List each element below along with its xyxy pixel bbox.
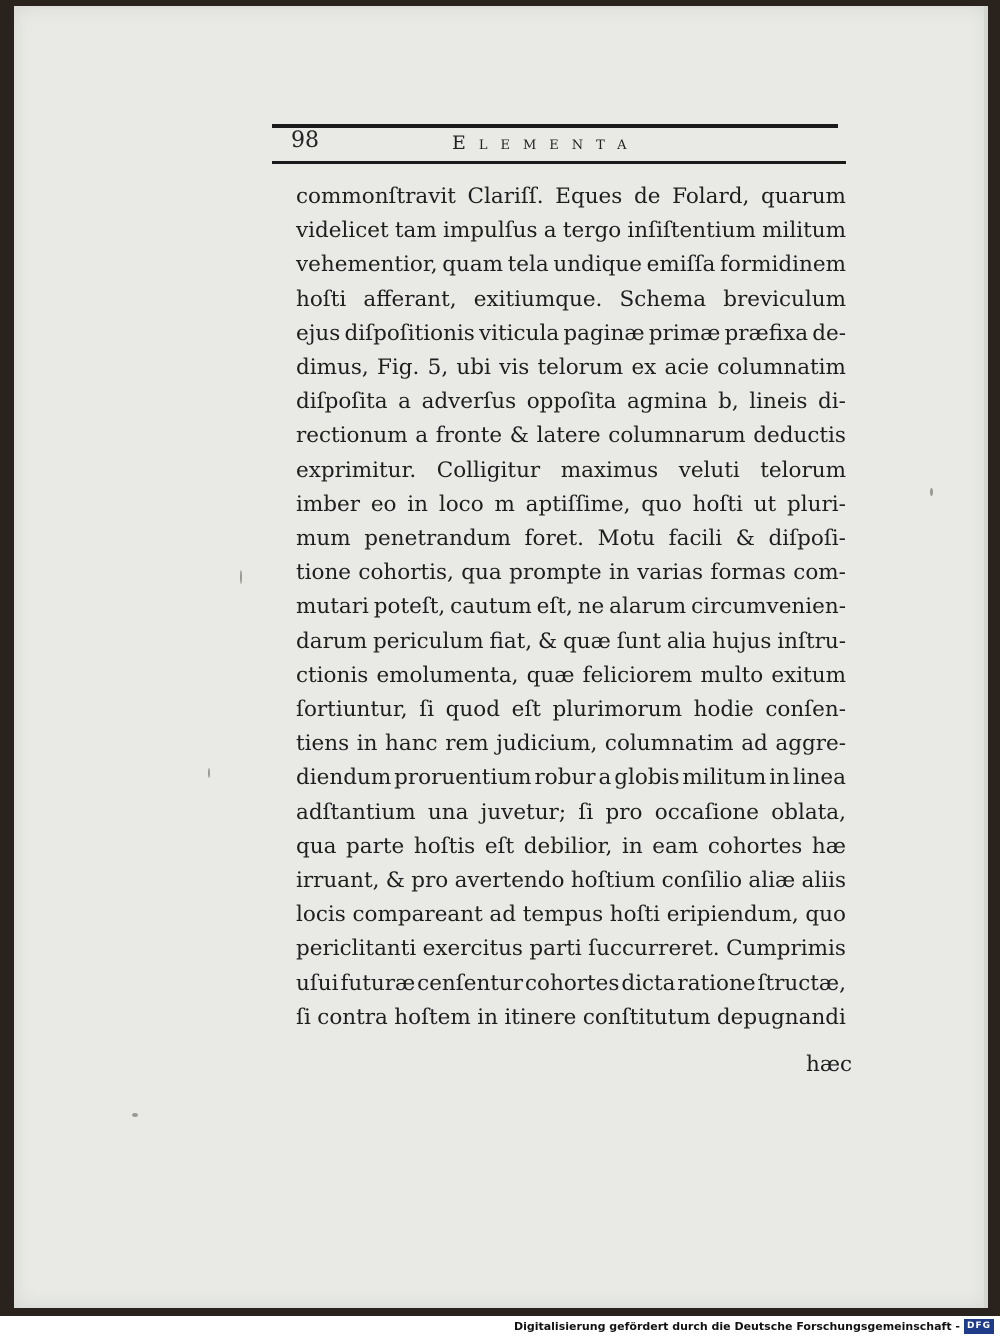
word: Clariſſ. xyxy=(467,184,544,209)
word: ad xyxy=(741,731,768,757)
text-line xyxy=(296,629,846,654)
word: & xyxy=(538,628,558,654)
word: ſunt xyxy=(616,628,662,654)
word: columnatim xyxy=(717,355,846,380)
text-line xyxy=(296,868,846,893)
word: alia xyxy=(666,628,707,654)
word: hoſti xyxy=(692,491,743,517)
word: oblata, xyxy=(771,799,846,825)
word: prompte xyxy=(509,560,602,586)
text-line xyxy=(296,184,846,209)
word: feliciorem xyxy=(582,662,693,688)
header-rule-bottom xyxy=(272,161,846,164)
word: exitiumque. xyxy=(473,286,603,312)
text-line xyxy=(296,526,846,551)
word: compareant xyxy=(352,902,483,928)
word: ſi xyxy=(578,799,594,825)
word: eſt, xyxy=(536,594,573,620)
word: quam xyxy=(442,252,504,278)
text-line xyxy=(296,218,846,243)
paper-speck xyxy=(240,570,242,584)
page-number: 98 xyxy=(291,128,319,153)
text-line xyxy=(296,800,846,825)
text-line xyxy=(296,389,846,414)
word: diſpoſitionis xyxy=(344,320,475,346)
word: viticula xyxy=(479,320,560,346)
word: dimus, xyxy=(296,355,369,380)
word: impulſus xyxy=(442,218,538,244)
word: a xyxy=(415,423,429,449)
word: eſt xyxy=(484,833,515,859)
word: hæ xyxy=(811,833,846,859)
word: diſpoſita xyxy=(296,389,388,415)
word: columnatim xyxy=(604,731,734,757)
word: loco xyxy=(438,491,484,517)
word: Colligitur xyxy=(436,457,541,483)
word: circumvenien- xyxy=(691,594,846,620)
word: quæ xyxy=(526,662,575,688)
word: latere xyxy=(536,423,601,449)
word: globis xyxy=(614,765,680,791)
word: locis xyxy=(296,902,346,928)
word: præfixa xyxy=(724,320,809,346)
word: Eques xyxy=(555,184,623,209)
word: diſpoſi- xyxy=(768,526,846,551)
word: ex xyxy=(631,355,657,380)
word: vehementior, xyxy=(296,252,438,278)
word: ſi xyxy=(296,1004,311,1030)
word: in xyxy=(621,833,643,859)
text-line xyxy=(296,594,846,619)
word: tempus xyxy=(522,902,604,928)
word: Folard, xyxy=(672,184,750,209)
paper-speck xyxy=(208,768,210,778)
word: parte xyxy=(346,833,405,859)
word: a xyxy=(598,765,612,791)
word: in xyxy=(356,731,378,757)
text-line xyxy=(296,287,846,312)
word: pluri- xyxy=(786,491,846,517)
word: tiens xyxy=(296,731,350,757)
word: juvetur; xyxy=(480,799,567,825)
word: occaſione xyxy=(654,799,759,825)
word: ejus xyxy=(296,320,341,346)
word: in xyxy=(769,765,790,791)
word: poteſt, xyxy=(373,594,446,620)
word: multo xyxy=(700,662,764,688)
word: in xyxy=(608,560,630,586)
text-line xyxy=(296,560,846,585)
word: cautum xyxy=(450,594,532,620)
word: parti xyxy=(529,936,582,962)
word: m xyxy=(494,491,515,517)
word: Schema xyxy=(619,286,707,312)
text-line xyxy=(296,902,846,927)
word: maximus xyxy=(560,457,659,483)
text-line xyxy=(296,765,846,790)
word: pro xyxy=(411,868,449,893)
word: quæ xyxy=(563,628,611,654)
word: quo xyxy=(641,491,682,517)
word: com- xyxy=(793,560,846,586)
word: Motu xyxy=(597,526,656,551)
word: telorum xyxy=(760,457,846,483)
word: cohortes xyxy=(707,833,803,859)
text-line xyxy=(296,663,846,688)
word: a xyxy=(398,389,411,415)
word: inſtru- xyxy=(777,628,846,654)
word: columnarum xyxy=(608,423,746,449)
word: plurimorum xyxy=(552,697,682,722)
word: mum xyxy=(296,526,351,551)
word: exercitus xyxy=(422,936,523,962)
header-rule-top xyxy=(272,124,838,128)
word: proruentium xyxy=(394,765,532,791)
word: ratione xyxy=(677,970,756,996)
word: aliæ xyxy=(748,868,796,893)
word: emiſſa xyxy=(646,252,716,278)
word: ſtructæ, xyxy=(757,970,846,996)
word: aptiſſime, xyxy=(525,491,631,517)
dfg-logo: DFG xyxy=(964,1319,994,1334)
word: qua xyxy=(296,833,337,859)
word: rectionum xyxy=(296,423,408,449)
word: tione xyxy=(296,560,352,586)
word: de- xyxy=(812,320,846,346)
text-line xyxy=(296,971,846,996)
word: telorum xyxy=(537,355,624,380)
word: tam xyxy=(394,218,437,244)
word: robur xyxy=(534,765,596,791)
paper-edge xyxy=(984,6,988,1308)
word: emolumenta, xyxy=(376,662,519,688)
word: alarum xyxy=(609,594,687,620)
text-line xyxy=(296,1005,846,1030)
text-line xyxy=(296,252,846,277)
text-line xyxy=(296,458,846,483)
word: ubi xyxy=(456,355,491,380)
text-line xyxy=(296,834,846,859)
word: in xyxy=(407,491,429,517)
text-line xyxy=(296,321,846,346)
text-line xyxy=(296,697,846,722)
word: agmina xyxy=(626,389,708,415)
word: penetrandum xyxy=(364,526,511,551)
word: quod xyxy=(445,697,500,722)
word: vis xyxy=(499,355,530,380)
word: pro xyxy=(605,799,643,825)
word: tergo xyxy=(562,218,622,244)
word: hoſtium xyxy=(570,868,656,893)
text-line xyxy=(296,936,846,961)
word: lineis xyxy=(749,389,808,415)
word: eam xyxy=(652,833,699,859)
word: diendum xyxy=(296,765,392,791)
word: periculum xyxy=(372,628,484,654)
word: ut xyxy=(753,491,777,517)
word: fronte xyxy=(435,423,503,449)
catchword: hæc xyxy=(806,1052,853,1077)
word: eripiendum, xyxy=(666,902,799,928)
word: futuræ xyxy=(340,970,416,996)
word: 5, xyxy=(427,355,449,380)
word: exprimitur. xyxy=(296,457,417,483)
word: militum xyxy=(682,765,767,791)
word: judicium, xyxy=(496,731,598,757)
word: undique xyxy=(553,252,642,278)
word: primæ xyxy=(648,320,721,346)
word: mutari xyxy=(296,594,369,620)
word: videlicet xyxy=(296,218,389,244)
word: quo xyxy=(805,902,846,928)
word: avertendo xyxy=(454,868,565,893)
word: ad xyxy=(489,902,517,928)
word: & xyxy=(385,868,405,893)
word: conſtitutum xyxy=(582,1004,711,1030)
word: dicta xyxy=(621,970,676,996)
word: qua xyxy=(461,560,502,586)
word: rem xyxy=(445,731,489,757)
word: di- xyxy=(818,389,846,415)
word: formas xyxy=(710,560,786,586)
word: ctionis xyxy=(296,662,369,688)
word: linea xyxy=(792,765,846,791)
word: acie xyxy=(664,355,710,380)
word: & xyxy=(735,526,755,551)
word: eſt xyxy=(511,697,541,722)
word: hodie xyxy=(693,697,754,722)
word: cenſentur xyxy=(417,970,524,996)
word: itinere xyxy=(504,1004,577,1030)
word: contra xyxy=(317,1004,388,1030)
word: cohortes xyxy=(524,970,620,996)
word: foret. xyxy=(524,526,584,551)
word: una xyxy=(427,799,469,825)
word: adverſus xyxy=(421,389,517,415)
word: aggre- xyxy=(775,731,846,757)
word: quarum xyxy=(761,184,846,209)
paper-speck xyxy=(930,488,933,496)
digitization-credit: Digitalisierung gefördert durch die Deutsche Forschungsgemeinschaft - xyxy=(513,1320,960,1333)
word: hoſti xyxy=(296,286,347,312)
word: debilior, xyxy=(523,833,613,859)
word: oppoſita xyxy=(526,389,617,415)
word: hoſtem xyxy=(394,1004,471,1030)
word: ſortiuntur, xyxy=(296,697,408,722)
word: afferant, xyxy=(363,286,457,312)
word: irruant, xyxy=(296,868,380,893)
word: varias xyxy=(637,560,704,586)
word: militum xyxy=(762,218,846,244)
text-line xyxy=(296,355,846,380)
word: eo xyxy=(370,491,397,517)
word: hujus xyxy=(712,628,772,654)
word: a xyxy=(543,218,557,244)
word: aliis xyxy=(801,868,846,893)
word: veluti xyxy=(678,457,740,483)
word: deductis xyxy=(753,423,846,449)
word: hanc xyxy=(385,731,438,757)
text-line xyxy=(296,731,846,756)
word: b, xyxy=(718,389,739,415)
word: in xyxy=(477,1004,498,1030)
word: adſtantium xyxy=(296,799,416,825)
text-line xyxy=(296,423,846,448)
word: ſuccurreret. xyxy=(588,936,720,962)
word: Fig. xyxy=(377,355,420,380)
word: tela xyxy=(507,252,549,278)
word: uſui xyxy=(296,970,339,996)
word: Cumprimis xyxy=(726,936,846,962)
word: paginæ xyxy=(563,320,645,346)
word: facili xyxy=(668,526,723,551)
running-head: Elementa xyxy=(452,132,640,154)
word: formidinem xyxy=(719,252,846,278)
word: commonſtravit xyxy=(296,184,456,209)
word: conſen- xyxy=(765,697,846,722)
word: hoſtis xyxy=(413,833,476,859)
word: de xyxy=(633,184,661,209)
word: ne xyxy=(577,594,605,620)
word: ſi xyxy=(419,697,435,722)
word: hoſti xyxy=(609,902,661,928)
word: cohortis, xyxy=(358,560,454,586)
paper-speck xyxy=(132,1113,138,1117)
text-line xyxy=(296,492,846,517)
word: periclitanti xyxy=(296,936,417,962)
word: depugnandi xyxy=(716,1004,846,1030)
word: imber xyxy=(296,491,361,517)
word: & xyxy=(509,423,529,449)
word: darum xyxy=(296,628,368,654)
word: breviculum xyxy=(723,286,846,312)
word: fiat, xyxy=(489,628,533,654)
word: exitum xyxy=(771,662,846,688)
word: inſiſtentium xyxy=(627,218,756,244)
word: conſilio xyxy=(661,868,743,893)
